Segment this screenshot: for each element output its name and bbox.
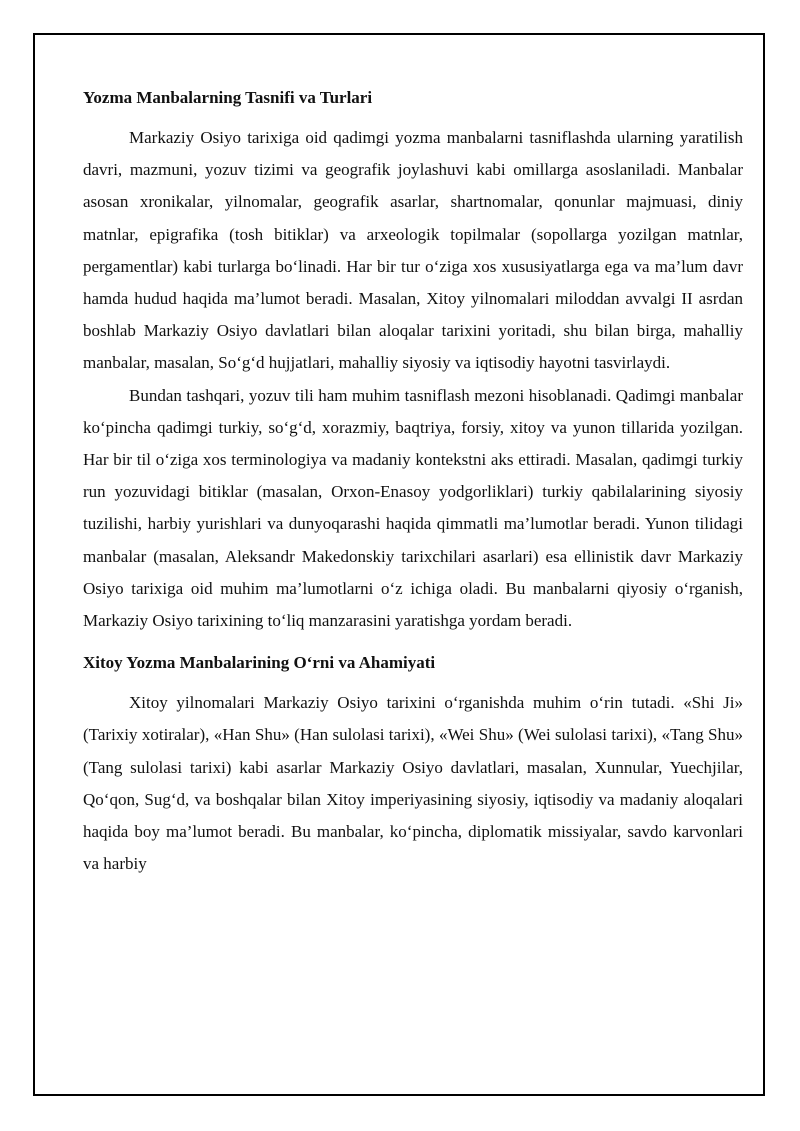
section-heading: Yozma Manbalarning Tasnifi va Turlari [83,88,373,107]
paragraph: Markaziy Osiyo tarixiga oid qadimgi yozma manbalarni tasniflashda ularning yaratilish davri, mazmuni, yozuv tizimi va geografik joylashuvi kabi omillarga asoslaniladi. Manbalar asosan xronikalar, yilnomalar, geografik asarlar, shartnomalar, qonunlar majmuasi, diniy matnlar, epigrafika (tosh bitiklar) va arxeologik topilmalar (sopollarga yozilgan matnlar, pergamentlar) kabi turlarga bo‘linadi. Har bir tur o‘ziga xos xususiyatlarga ega va ma’lum davr hamda hudud haqida ma’lumot beradi. Masalan, Xitoy yilnomalari miloddan avvalgi II asrdan boshlab Markaziy Osiyo davlatlari bilan aloqalar tarixini yoritadi, shu bilan birga, mahalliy manbalar, masalan, So‘g‘d hujjatlari, mahalliy siyosiy va iqtisodiy hayotni tasvirlaydi. [83,128,743,373]
section-heading: Xitoy Yozma Manbalarining O‘rni va Ahamiyati [83,653,436,673]
paragraph: Bundan tashqari, yozuv tili ham muhim tasniflash mezoni hisoblanadi. Qadimgi manbalar ko‘pincha qadimgi turkiy, so‘g‘d, xorazmiy, baqtriya, forsiy, xitoy va yunon tillarida yozilgan. Har bir til o‘ziga xos terminologiya va madaniy kontekstni aks ettiradi. Masalan, qadimgi turkiy run yozuvidagi bitiklar (masalan, Orxon-Enasoy yodgorliklari) turkiy qabilalarining siyosiy tuzilishi, harbiy yurishlari va dunyoqarashi haqida qimmatli ma’lumotlar beradi. Yunon tilidagi manbalar (masalan, Aleksandr Makedonskiy tarixchilari asarlari) esa ellinistik davr Markaziy Osiyo tarixiga oid muhim ma’lumotlarni o‘z ichiga oladi. Bu manbalarni qiyosiy o‘rganish, Markaziy Osiyo tarixining to‘liq manzarasini yaratishga yordam beradi. [83,385,743,631]
paragraph: Xitoy yilnomalari Markaziy Osiyo tarixini o‘rganishda muhim o‘rin tutadi. «Shi Ji» (Tarixiy xotiralar), «Han Shu» (Han sulolasi tarixi), «Wei Shu» (Wei sulolasi tarixi), «Tang Shu» (Tang sulolasi tarixi) kabi asarlar Markaziy Osiyo davlatlari, masalan, Xunnular, Yuechjilar, Qo‘qon, Sug‘d, va boshqalar bilan Xitoy imperiyasining siyosiy, iqtisodiy va madaniy aloqalari haqida boy ma’lumot beradi. Bu manbalar, ko‘pincha, diplomatik missiyalar, savdo karvonlari va harbiy [83,693,743,874]
document-body [83,82,743,880]
